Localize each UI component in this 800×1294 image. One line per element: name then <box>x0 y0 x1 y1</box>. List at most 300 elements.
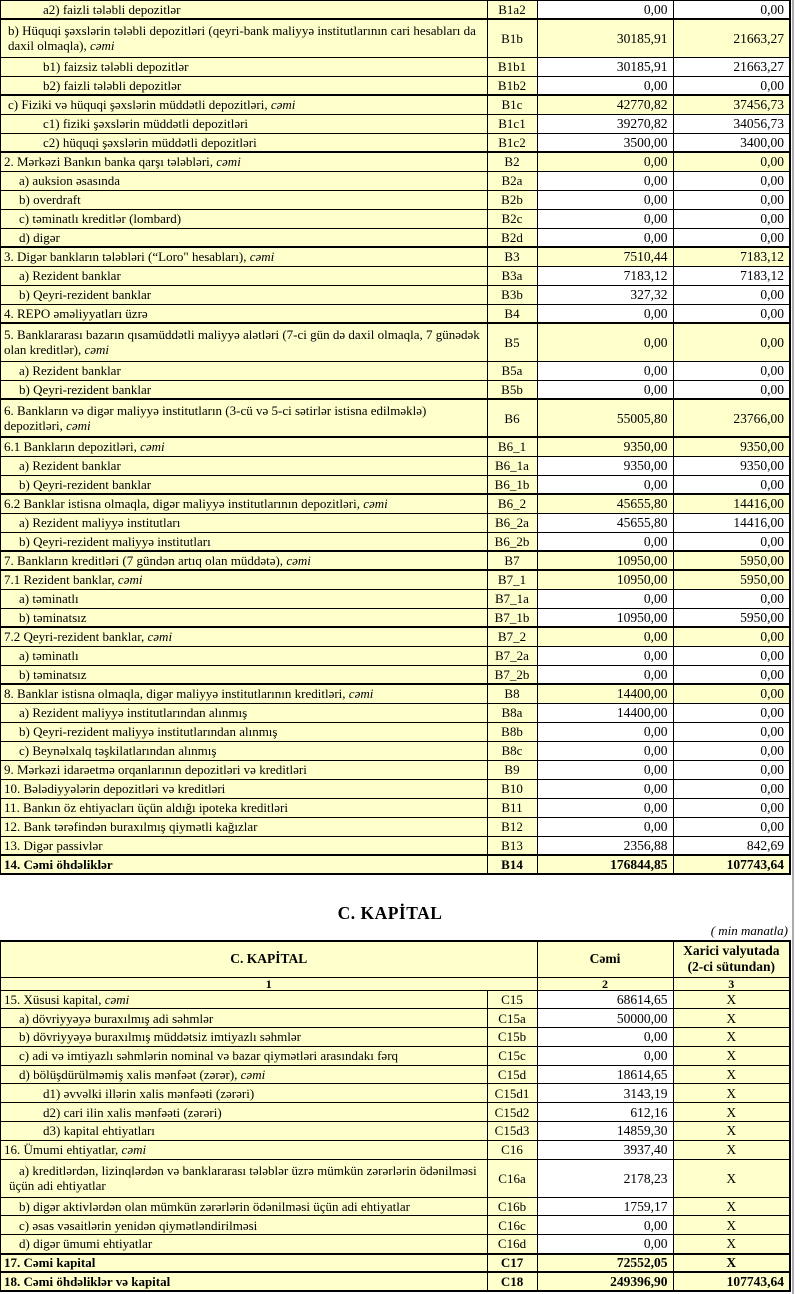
row-code-cell: C15d2 <box>487 1103 537 1122</box>
row-total-value-cell: 10950,00 <box>537 570 673 589</box>
row-fx-value-cell: 5950,00 <box>673 570 790 589</box>
table-row <box>0 152 790 171</box>
row-code-cell: B7_1a <box>487 589 537 608</box>
table-row <box>0 1272 790 1291</box>
row-total-value-cell: 0,00 <box>537 304 673 323</box>
row-fx-value-cell: 0,00 <box>673 76 790 95</box>
row-label-cell: 15. Xüsusi kapital, cəmi <box>0 990 487 1009</box>
table-row <box>0 323 790 361</box>
row-label-cell: 3. Digər bankların tələbləri (“Loro" hesabları), cəmi <box>0 247 487 266</box>
row-fx-value-cell: 5950,00 <box>673 551 790 570</box>
row-fx-value-cell: 3400,00 <box>673 133 790 152</box>
table-row <box>0 456 790 475</box>
row-fx-value-cell: 7183,12 <box>673 266 790 285</box>
row-label-cell: b1) faizsiz tələbli depozitlər <box>0 57 487 76</box>
table-row <box>0 247 790 266</box>
row-label-cell: b) təminatsız <box>0 665 487 684</box>
table-row <box>0 437 790 456</box>
row-fx-value-cell: 0,00 <box>673 190 790 209</box>
row-code-cell: B7_2 <box>487 627 537 646</box>
row-total-value-cell: 9350,00 <box>537 437 673 456</box>
row-code-cell: C16 <box>487 1140 537 1159</box>
table-row <box>0 760 790 779</box>
table-row <box>0 209 790 228</box>
row-fx-value-cell: X <box>673 1028 790 1047</box>
row-code-cell: B6 <box>487 399 537 437</box>
row-fx-value-cell: 0,00 <box>673 0 790 19</box>
table-row <box>0 1028 790 1047</box>
row-total-value-cell: 0,00 <box>537 798 673 817</box>
row-label-cell: 6.2 Banklar istisna olmaqla, digər maliyyə institutlarının depozitləri, cəmi <box>0 494 487 513</box>
row-label-cell: b) Qeyri-rezident banklar <box>0 285 487 304</box>
row-label-cell: c) Fiziki və hüquqi şəxslərin müddətli depozitləri, cəmi <box>0 95 487 114</box>
row-label-cell: 18. Cəmi öhdəliklər və kapital <box>0 1272 487 1291</box>
row-total-value-cell: 0,00 <box>537 589 673 608</box>
row-label-cell: b) digər aktivlərdən olan mümkün zərərlərin ödənilməsi üçün adi ehtiyatlar <box>0 1197 487 1216</box>
row-total-value-cell: 0,00 <box>537 475 673 494</box>
column-number-1: 1 <box>0 977 537 990</box>
row-code-cell: B1b2 <box>487 76 537 95</box>
row-fx-value-cell: X <box>673 1235 790 1254</box>
row-label-cell: 11. Bankın öz ehtiyacları üçün aldığı ipoteka kreditləri <box>0 798 487 817</box>
row-code-cell: B6_2 <box>487 494 537 513</box>
unit-note: ( min manatla) <box>710 923 788 938</box>
row-label-cell: 2. Mərkəzi Bankın banka qarşı tələbləri, cəmi <box>0 152 487 171</box>
table-row <box>0 0 790 19</box>
row-fx-value-cell: 0,00 <box>673 304 790 323</box>
row-label-cell: a) təminatlı <box>0 589 487 608</box>
row-label-cell: 13. Digər passivlər <box>0 836 487 855</box>
row-total-value-cell: 72552,05 <box>537 1254 673 1273</box>
row-total-value-cell: 10950,00 <box>537 551 673 570</box>
table-row <box>0 665 790 684</box>
table-row <box>0 513 790 532</box>
row-code-cell: B13 <box>487 836 537 855</box>
row-fx-value-cell: 0,00 <box>673 361 790 380</box>
row-total-value-cell: 0,00 <box>537 665 673 684</box>
table-row <box>0 570 790 589</box>
row-label-cell: b) Qeyri-rezident banklar <box>0 380 487 399</box>
row-total-value-cell: 0,00 <box>537 1235 673 1254</box>
row-total-value-cell: 0,00 <box>537 380 673 399</box>
row-total-value-cell: 612,16 <box>537 1103 673 1122</box>
row-total-value-cell: 0,00 <box>537 323 673 361</box>
row-total-value-cell: 176844,85 <box>537 855 673 874</box>
table-row <box>0 589 790 608</box>
row-total-value-cell: 0,00 <box>537 817 673 836</box>
row-fx-value-cell: 9350,00 <box>673 437 790 456</box>
table-row <box>0 1140 790 1159</box>
row-code-cell: B8 <box>487 684 537 703</box>
row-code-cell: B6_2a <box>487 513 537 532</box>
row-code-cell: B5b <box>487 380 537 399</box>
row-code-cell: B2c <box>487 209 537 228</box>
row-fx-value-cell: 0,00 <box>673 323 790 361</box>
row-total-value-cell: 50000,00 <box>537 1009 673 1028</box>
row-label-cell: 10. Bələdiyyələrin depozitləri və kreditləri <box>0 779 487 798</box>
table-row <box>0 228 790 247</box>
row-total-value-cell: 0,00 <box>537 228 673 247</box>
row-label-cell: 5. Banklararası bazarın qısamüddətli maliyyə alətləri (7-ci gün də daxil olmaqla, 7 günədək olan kreditlər), cəmi <box>0 323 487 361</box>
row-total-value-cell: 1759,17 <box>537 1197 673 1216</box>
table-row <box>0 494 790 513</box>
row-fx-value-cell: 0,00 <box>673 285 790 304</box>
row-label-cell: b) Qeyri-rezident maliyyə institutları <box>0 532 487 551</box>
table-row <box>0 608 790 627</box>
row-total-value-cell: 3143,19 <box>537 1084 673 1103</box>
row-label-cell: a) kreditlərdən, lizinqlərdən və banklararası tələblər üzrə mümkün zərərlərin ödənilməsi üçün adi ehtiyatlar <box>0 1159 487 1197</box>
row-total-value-cell: 42770,82 <box>537 95 673 114</box>
table-row <box>0 1254 790 1273</box>
table-row <box>0 1103 790 1122</box>
row-label-cell: c) adi və imtiyazlı səhmlərin nominal və bazar qiymətləri arasındakı fərq <box>0 1046 487 1065</box>
row-label-cell: b2) faizli tələbli depozitlər <box>0 76 487 95</box>
table-row <box>0 551 790 570</box>
row-fx-value-cell: 21663,27 <box>673 57 790 76</box>
row-total-value-cell: 10950,00 <box>537 608 673 627</box>
table-row <box>0 1235 790 1254</box>
row-code-cell: B6_1a <box>487 456 537 475</box>
row-fx-value-cell: 14416,00 <box>673 513 790 532</box>
row-total-value-cell: 2178,23 <box>537 1159 673 1197</box>
row-code-cell: B2d <box>487 228 537 247</box>
row-code-cell: C15d3 <box>487 1122 537 1141</box>
table-row <box>0 475 790 494</box>
row-label-cell: c) təminatlı kreditlər (lombard) <box>0 209 487 228</box>
row-fx-value-cell: 0,00 <box>673 209 790 228</box>
table-row <box>0 190 790 209</box>
row-code-cell: B1b1 <box>487 57 537 76</box>
table-row <box>0 1009 790 1028</box>
table-row <box>0 1084 790 1103</box>
column-number-3: 3 <box>673 977 790 990</box>
row-code-cell: B12 <box>487 817 537 836</box>
row-fx-value-cell: 0,00 <box>673 627 790 646</box>
row-label-cell: 17. Cəmi kapital <box>0 1254 487 1273</box>
row-total-value-cell: 14400,00 <box>537 703 673 722</box>
table-row <box>0 1216 790 1235</box>
row-code-cell: C16a <box>487 1159 537 1197</box>
row-code-cell: B3b <box>487 285 537 304</box>
row-total-value-cell: 3937,40 <box>537 1140 673 1159</box>
table-row <box>0 703 790 722</box>
row-total-value-cell: 14859,30 <box>537 1122 673 1141</box>
row-label-cell: a) Rezident banklar <box>0 266 487 285</box>
row-code-cell: C15d1 <box>487 1084 537 1103</box>
row-fx-value-cell: 21663,27 <box>673 19 790 57</box>
row-label-cell: b) Qeyri-rezident banklar <box>0 475 487 494</box>
row-label-cell: 16. Ümumi ehtiyatlar, cəmi <box>0 1140 487 1159</box>
table-row <box>0 684 790 703</box>
row-total-value-cell: 18614,65 <box>537 1065 673 1084</box>
row-fx-value-cell: 0,00 <box>673 741 790 760</box>
column-number-2: 2 <box>537 977 673 990</box>
row-code-cell: B6_2b <box>487 532 537 551</box>
row-label-cell: 14. Cəmi öhdəliklər <box>0 855 487 874</box>
row-code-cell: B1a2 <box>487 0 537 19</box>
row-fx-value-cell: X <box>673 990 790 1009</box>
row-label-cell: a2) faizli tələbli depozitlər <box>0 0 487 19</box>
row-code-cell: C16c <box>487 1216 537 1235</box>
row-code-cell: B7_2b <box>487 665 537 684</box>
row-fx-value-cell: 0,00 <box>673 722 790 741</box>
row-label-cell: b) dövriyyəyə buraxılmış müddətsiz imtiyazlı səhmlər <box>0 1028 487 1047</box>
row-fx-value-cell: X <box>673 1216 790 1235</box>
row-fx-value-cell: X <box>673 1084 790 1103</box>
row-label-cell: a) təminatlı <box>0 646 487 665</box>
row-total-value-cell: 0,00 <box>537 171 673 190</box>
table-row <box>0 19 790 57</box>
row-fx-value-cell: 0,00 <box>673 646 790 665</box>
row-code-cell: C17 <box>487 1254 537 1273</box>
row-total-value-cell: 0,00 <box>537 1216 673 1235</box>
row-fx-value-cell: X <box>673 1065 790 1084</box>
row-fx-value-cell: X <box>673 1046 790 1065</box>
table-row <box>0 1122 790 1141</box>
capital-column-numbers-row <box>0 977 790 990</box>
capital-section-title: C. KAPİTAL <box>337 903 443 923</box>
table-row <box>0 741 790 760</box>
row-code-cell: B5a <box>487 361 537 380</box>
row-fx-value-cell: 107743,64 <box>673 1272 790 1291</box>
row-code-cell: B8a <box>487 703 537 722</box>
row-fx-value-cell: 0,00 <box>673 817 790 836</box>
table-row <box>0 779 790 798</box>
row-fx-value-cell: X <box>673 1254 790 1273</box>
table-row <box>0 95 790 114</box>
table-row <box>0 798 790 817</box>
row-fx-value-cell: 37456,73 <box>673 95 790 114</box>
row-code-cell: B7 <box>487 551 537 570</box>
table-row <box>0 1065 790 1084</box>
table-row <box>0 532 790 551</box>
row-label-cell: b) Qeyri-rezident maliyyə institutlarından alınmış <box>0 722 487 741</box>
row-fx-value-cell: 0,00 <box>673 380 790 399</box>
table-row <box>0 722 790 741</box>
row-total-value-cell: 7183,12 <box>537 266 673 285</box>
row-code-cell: B4 <box>487 304 537 323</box>
row-total-value-cell: 0,00 <box>537 1028 673 1047</box>
row-total-value-cell: 0,00 <box>537 741 673 760</box>
table-row <box>0 1197 790 1216</box>
table-row <box>0 380 790 399</box>
row-code-cell: B11 <box>487 798 537 817</box>
row-code-cell: C16d <box>487 1235 537 1254</box>
row-total-value-cell: 0,00 <box>537 152 673 171</box>
table-row <box>0 304 790 323</box>
row-total-value-cell: 14400,00 <box>537 684 673 703</box>
row-fx-value-cell: 0,00 <box>673 532 790 551</box>
row-fx-value-cell: 107743,64 <box>673 855 790 874</box>
row-label-cell: 12. Bank tərəfindən buraxılmış qiymətli kağızlar <box>0 817 487 836</box>
row-label-cell: a) Rezident maliyyə institutlarından alınmış <box>0 703 487 722</box>
row-fx-value-cell: X <box>673 1159 790 1197</box>
row-fx-value-cell: 34056,73 <box>673 114 790 133</box>
row-code-cell: C15b <box>487 1028 537 1047</box>
row-label-cell: 4. REPO əməliyyatları üzrə <box>0 304 487 323</box>
row-total-value-cell: 0,00 <box>537 722 673 741</box>
row-total-value-cell: 39270,82 <box>537 114 673 133</box>
row-label-cell: c) əsas vəsaitlərin yenidən qiymətləndirilməsi <box>0 1216 487 1235</box>
row-label-cell: c1) fiziki şəxslərin müddətli depozitləri <box>0 114 487 133</box>
capital-header-row <box>0 941 790 977</box>
capital-table <box>0 940 791 1292</box>
row-fx-value-cell: 0,00 <box>673 589 790 608</box>
row-total-value-cell: 3500,00 <box>537 133 673 152</box>
table-row <box>0 361 790 380</box>
row-code-cell: B7_2a <box>487 646 537 665</box>
table-row <box>0 114 790 133</box>
row-total-value-cell: 0,00 <box>537 190 673 209</box>
row-label-cell: d) digər <box>0 228 487 247</box>
row-code-cell: C15c <box>487 1046 537 1065</box>
table-row <box>0 1159 790 1197</box>
row-code-cell: C15a <box>487 1009 537 1028</box>
row-fx-value-cell: 0,00 <box>673 703 790 722</box>
row-label-cell: a) Rezident maliyyə institutları <box>0 513 487 532</box>
row-total-value-cell: 0,00 <box>537 627 673 646</box>
row-total-value-cell: 0,00 <box>537 779 673 798</box>
table-row <box>0 266 790 285</box>
row-total-value-cell: 0,00 <box>537 76 673 95</box>
row-code-cell: B8c <box>487 741 537 760</box>
row-fx-value-cell: 0,00 <box>673 798 790 817</box>
row-label-cell: a) Rezident banklar <box>0 361 487 380</box>
row-code-cell: B3a <box>487 266 537 285</box>
row-fx-value-cell: 9350,00 <box>673 456 790 475</box>
row-fx-value-cell: 0,00 <box>673 152 790 171</box>
row-label-cell: a) dövriyyəyə buraxılmış adi səhmlər <box>0 1009 487 1028</box>
row-fx-value-cell: X <box>673 1009 790 1028</box>
row-total-value-cell: 9350,00 <box>537 456 673 475</box>
row-total-value-cell: 0,00 <box>537 646 673 665</box>
row-fx-value-cell: 0,00 <box>673 228 790 247</box>
row-total-value-cell: 68614,65 <box>537 990 673 1009</box>
row-fx-value-cell: X <box>673 1103 790 1122</box>
row-fx-value-cell: X <box>673 1122 790 1141</box>
row-code-cell: B1c <box>487 95 537 114</box>
row-label-cell: a) Rezident banklar <box>0 456 487 475</box>
row-label-cell: b) Hüquqi şəxslərin tələbli depozitləri (qeyri-bank maliyyə institutlarının cari hesabları da daxil olmaqla), cəmi <box>0 19 487 57</box>
row-total-value-cell: 45655,80 <box>537 513 673 532</box>
row-code-cell: B2b <box>487 190 537 209</box>
row-fx-value-cell: 0,00 <box>673 760 790 779</box>
row-fx-value-cell: 23766,00 <box>673 399 790 437</box>
table-row <box>0 76 790 95</box>
row-code-cell: B6_1 <box>487 437 537 456</box>
row-code-cell: B2 <box>487 152 537 171</box>
row-fx-value-cell: X <box>673 1140 790 1159</box>
row-code-cell: B8b <box>487 722 537 741</box>
row-fx-value-cell: 5950,00 <box>673 608 790 627</box>
row-label-cell: 6. Bankların və digər maliyyə institutların (3-cü və 5-ci sətirlər istisna edilməklə) depozitləri, cəmi <box>0 399 487 437</box>
row-total-value-cell: 0,00 <box>537 532 673 551</box>
row-label-cell: d2) cari ilin xalis mənfəəti (zərəri) <box>0 1103 487 1122</box>
table-row <box>0 817 790 836</box>
row-code-cell: B1b <box>487 19 537 57</box>
table-row <box>0 855 790 874</box>
row-label-cell: a) auksion əsasında <box>0 171 487 190</box>
row-fx-value-cell: 0,00 <box>673 475 790 494</box>
row-total-value-cell: 0,00 <box>537 361 673 380</box>
row-label-cell: 7.2 Qeyri-rezident banklar, cəmi <box>0 627 487 646</box>
row-code-cell: C16b <box>487 1197 537 1216</box>
page-edge-shadow <box>792 0 794 1294</box>
row-code-cell: B6_1b <box>487 475 537 494</box>
capital-header-total-cell: Cəmi <box>537 941 673 977</box>
row-label-cell: d3) kapital ehtiyatları <box>0 1122 487 1141</box>
row-code-cell: B7_1b <box>487 608 537 627</box>
row-code-cell: B10 <box>487 779 537 798</box>
row-code-cell: B7_1 <box>487 570 537 589</box>
row-code-cell: C15 <box>487 990 537 1009</box>
row-fx-value-cell: 0,00 <box>673 665 790 684</box>
row-label-cell: b) overdraft <box>0 190 487 209</box>
row-total-value-cell: 327,32 <box>537 285 673 304</box>
row-label-cell: 8. Banklar istisna olmaqla, digər maliyyə institutlarının kreditləri, cəmi <box>0 684 487 703</box>
row-code-cell: B5 <box>487 323 537 361</box>
row-code-cell: C18 <box>487 1272 537 1291</box>
row-label-cell: c2) hüquqi şəxslərin müddətli depozitləri <box>0 133 487 152</box>
row-label-cell: d) bölüşdürülməmiş xalis mənfəət (zərər), cəmi <box>0 1065 487 1084</box>
table-row <box>0 627 790 646</box>
table-row <box>0 1046 790 1065</box>
capital-header-fx-cell: Xarici valyutada (2-ci sütundan) <box>673 941 790 977</box>
table-row <box>0 646 790 665</box>
row-fx-value-cell: 0,00 <box>673 779 790 798</box>
row-total-value-cell: 7510,44 <box>537 247 673 266</box>
row-fx-value-cell: 14416,00 <box>673 494 790 513</box>
row-total-value-cell: 2356,88 <box>537 836 673 855</box>
row-fx-value-cell: 0,00 <box>673 171 790 190</box>
row-code-cell: B2a <box>487 171 537 190</box>
capital-header-title-cell: C. KAPİTAL <box>0 941 537 977</box>
row-label-cell: 7. Bankların kreditləri (7 gündən artıq olan müddətə), cəmi <box>0 551 487 570</box>
row-total-value-cell: 0,00 <box>537 209 673 228</box>
row-code-cell: B9 <box>487 760 537 779</box>
row-code-cell: C15d <box>487 1065 537 1084</box>
table-row <box>0 399 790 437</box>
table-row <box>0 285 790 304</box>
row-code-cell: B14 <box>487 855 537 874</box>
row-code-cell: B1c1 <box>487 114 537 133</box>
row-fx-value-cell: 7183,12 <box>673 247 790 266</box>
row-label-cell: c) Beynəlxalq təşkilatlarından alınmış <box>0 741 487 760</box>
row-total-value-cell: 45655,80 <box>537 494 673 513</box>
row-label-cell: d) digər ümumi ehtiyatlar <box>0 1235 487 1254</box>
row-code-cell: B1c2 <box>487 133 537 152</box>
row-fx-value-cell: 0,00 <box>673 684 790 703</box>
row-label-cell: 7.1 Rezident banklar, cəmi <box>0 570 487 589</box>
row-total-value-cell: 0,00 <box>537 760 673 779</box>
table-row <box>0 57 790 76</box>
row-label-cell: 6.1 Bankların depozitləri, cəmi <box>0 437 487 456</box>
row-total-value-cell: 30185,91 <box>537 57 673 76</box>
row-label-cell: 9. Mərkəzi idarəetmə orqanlarının depozitləri və kreditləri <box>0 760 487 779</box>
row-total-value-cell: 30185,91 <box>537 19 673 57</box>
table-row <box>0 171 790 190</box>
row-total-value-cell: 249396,90 <box>537 1272 673 1291</box>
row-total-value-cell: 55005,80 <box>537 399 673 437</box>
row-label-cell: d1) əvvəlki illərin xalis mənfəəti (zərəri) <box>0 1084 487 1103</box>
row-fx-value-cell: X <box>673 1197 790 1216</box>
row-total-value-cell: 0,00 <box>537 0 673 19</box>
row-code-cell: B3 <box>487 247 537 266</box>
row-fx-value-cell: 842,69 <box>673 836 790 855</box>
table-row <box>0 990 790 1009</box>
table-row <box>0 133 790 152</box>
row-label-cell: b) təminatsız <box>0 608 487 627</box>
